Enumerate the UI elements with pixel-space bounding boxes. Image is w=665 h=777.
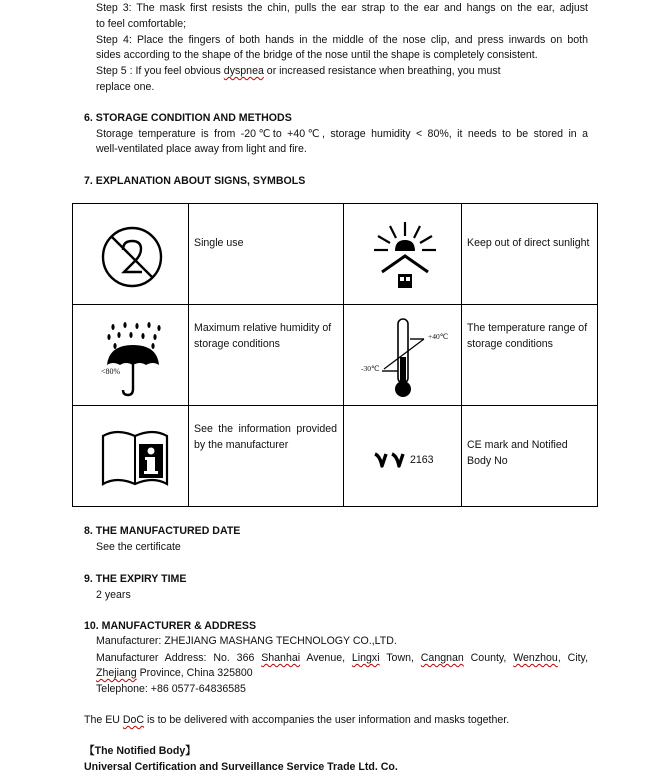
humidity-label: <80% bbox=[101, 367, 121, 376]
symbol-cell bbox=[344, 406, 462, 507]
section9-text: 2 years bbox=[96, 589, 131, 601]
table-row bbox=[73, 305, 598, 406]
section6-heading: 6. STORAGE CONDITION AND METHODS bbox=[84, 112, 292, 124]
symbols-table bbox=[72, 203, 598, 507]
eu-doc-statement: The EU DoC is to be delivered with accompanies the user information and masks together. bbox=[84, 714, 510, 726]
ce-mark-icon bbox=[372, 450, 412, 472]
symbol-cell bbox=[73, 305, 189, 406]
symbol-cell bbox=[73, 406, 189, 507]
section10-heading: 10. MANUFACTURER & ADDRESS bbox=[84, 620, 257, 632]
temperature-high-label: +40℃ bbox=[428, 332, 449, 341]
step4-line2: sides according to the shape of the bridge of the nose until the shape is completely consistent. bbox=[96, 49, 538, 61]
step5-line2: replace one. bbox=[96, 81, 155, 93]
symbol-description: Maximum relative humidity of storage conditions bbox=[189, 305, 344, 406]
manufacturer-address-line1: Manufacturer Address: No. 366 Shanhai Avenue, Lingxi Town, Cangnan County, Wenzhou, City, bbox=[96, 652, 589, 664]
section8-heading: 8. THE MANUFACTURED DATE bbox=[84, 525, 241, 537]
manufacturer-telephone: Telephone: +86 0577-64836585 bbox=[96, 683, 246, 695]
do-not-reuse-icon bbox=[97, 222, 167, 292]
notified-body-number: 2163 bbox=[410, 454, 434, 466]
notified-body-name: Universal Certification and Surveillance Service Trade Ltd. Co. bbox=[84, 761, 398, 773]
symbol-cell bbox=[344, 305, 462, 406]
temperature-low-label: -30℃ bbox=[361, 364, 380, 373]
keep-out-of-sunlight-icon bbox=[370, 218, 440, 293]
section6-line2: well-ventilated place away from light and fire. bbox=[96, 143, 307, 155]
step5-line1: Step 5 : If you feel obvious dyspnea or increased resistance when breathing, you must bbox=[96, 65, 501, 77]
manufacturer-name: Manufacturer: ZHEJIANG MASHANG TECHNOLOGY CO.,LTD. bbox=[96, 635, 397, 647]
section8-text: See the certificate bbox=[96, 541, 181, 553]
consult-instructions-icon bbox=[99, 428, 171, 488]
symbol-description: The temperature range of storage conditions bbox=[462, 305, 598, 406]
humidity-limit-icon bbox=[95, 319, 175, 399]
symbol-description: Single use bbox=[189, 204, 344, 305]
step3-line2: to feel comfortable; bbox=[96, 18, 187, 30]
symbol-cell bbox=[344, 204, 462, 305]
table-row bbox=[73, 406, 598, 507]
symbol-description: Keep out of direct sunlight bbox=[462, 204, 598, 305]
step4-line1: Step 4: Place the fingers of both hands in the middle of the nose clip, and press inwards on both bbox=[96, 34, 588, 46]
step3-line1: Step 3: The mask first resists the chin, pulls the ear strap to the ear and hangs on the ear, adjust bbox=[96, 2, 588, 14]
manufacturer-address-line2: Zhejiang Province, China 325800 bbox=[96, 667, 253, 679]
symbol-cell bbox=[73, 204, 189, 305]
notified-body-heading: 【The Notified Body】 bbox=[84, 745, 196, 757]
temperature-limit-icon bbox=[362, 315, 452, 401]
section7-heading: 7. EXPLANATION ABOUT SIGNS, SYMBOLS bbox=[84, 175, 306, 187]
table-row bbox=[73, 204, 598, 305]
section6-line1: Storage temperature is from -20℃to +40℃, storage humidity < 80%, it needs to be stored in a bbox=[96, 128, 588, 140]
symbol-description: CE mark and Notified Body No bbox=[462, 406, 598, 507]
symbol-description: See the information provided by the manufacturer bbox=[189, 406, 344, 507]
section9-heading: 9. THE EXPIRY TIME bbox=[84, 573, 187, 585]
